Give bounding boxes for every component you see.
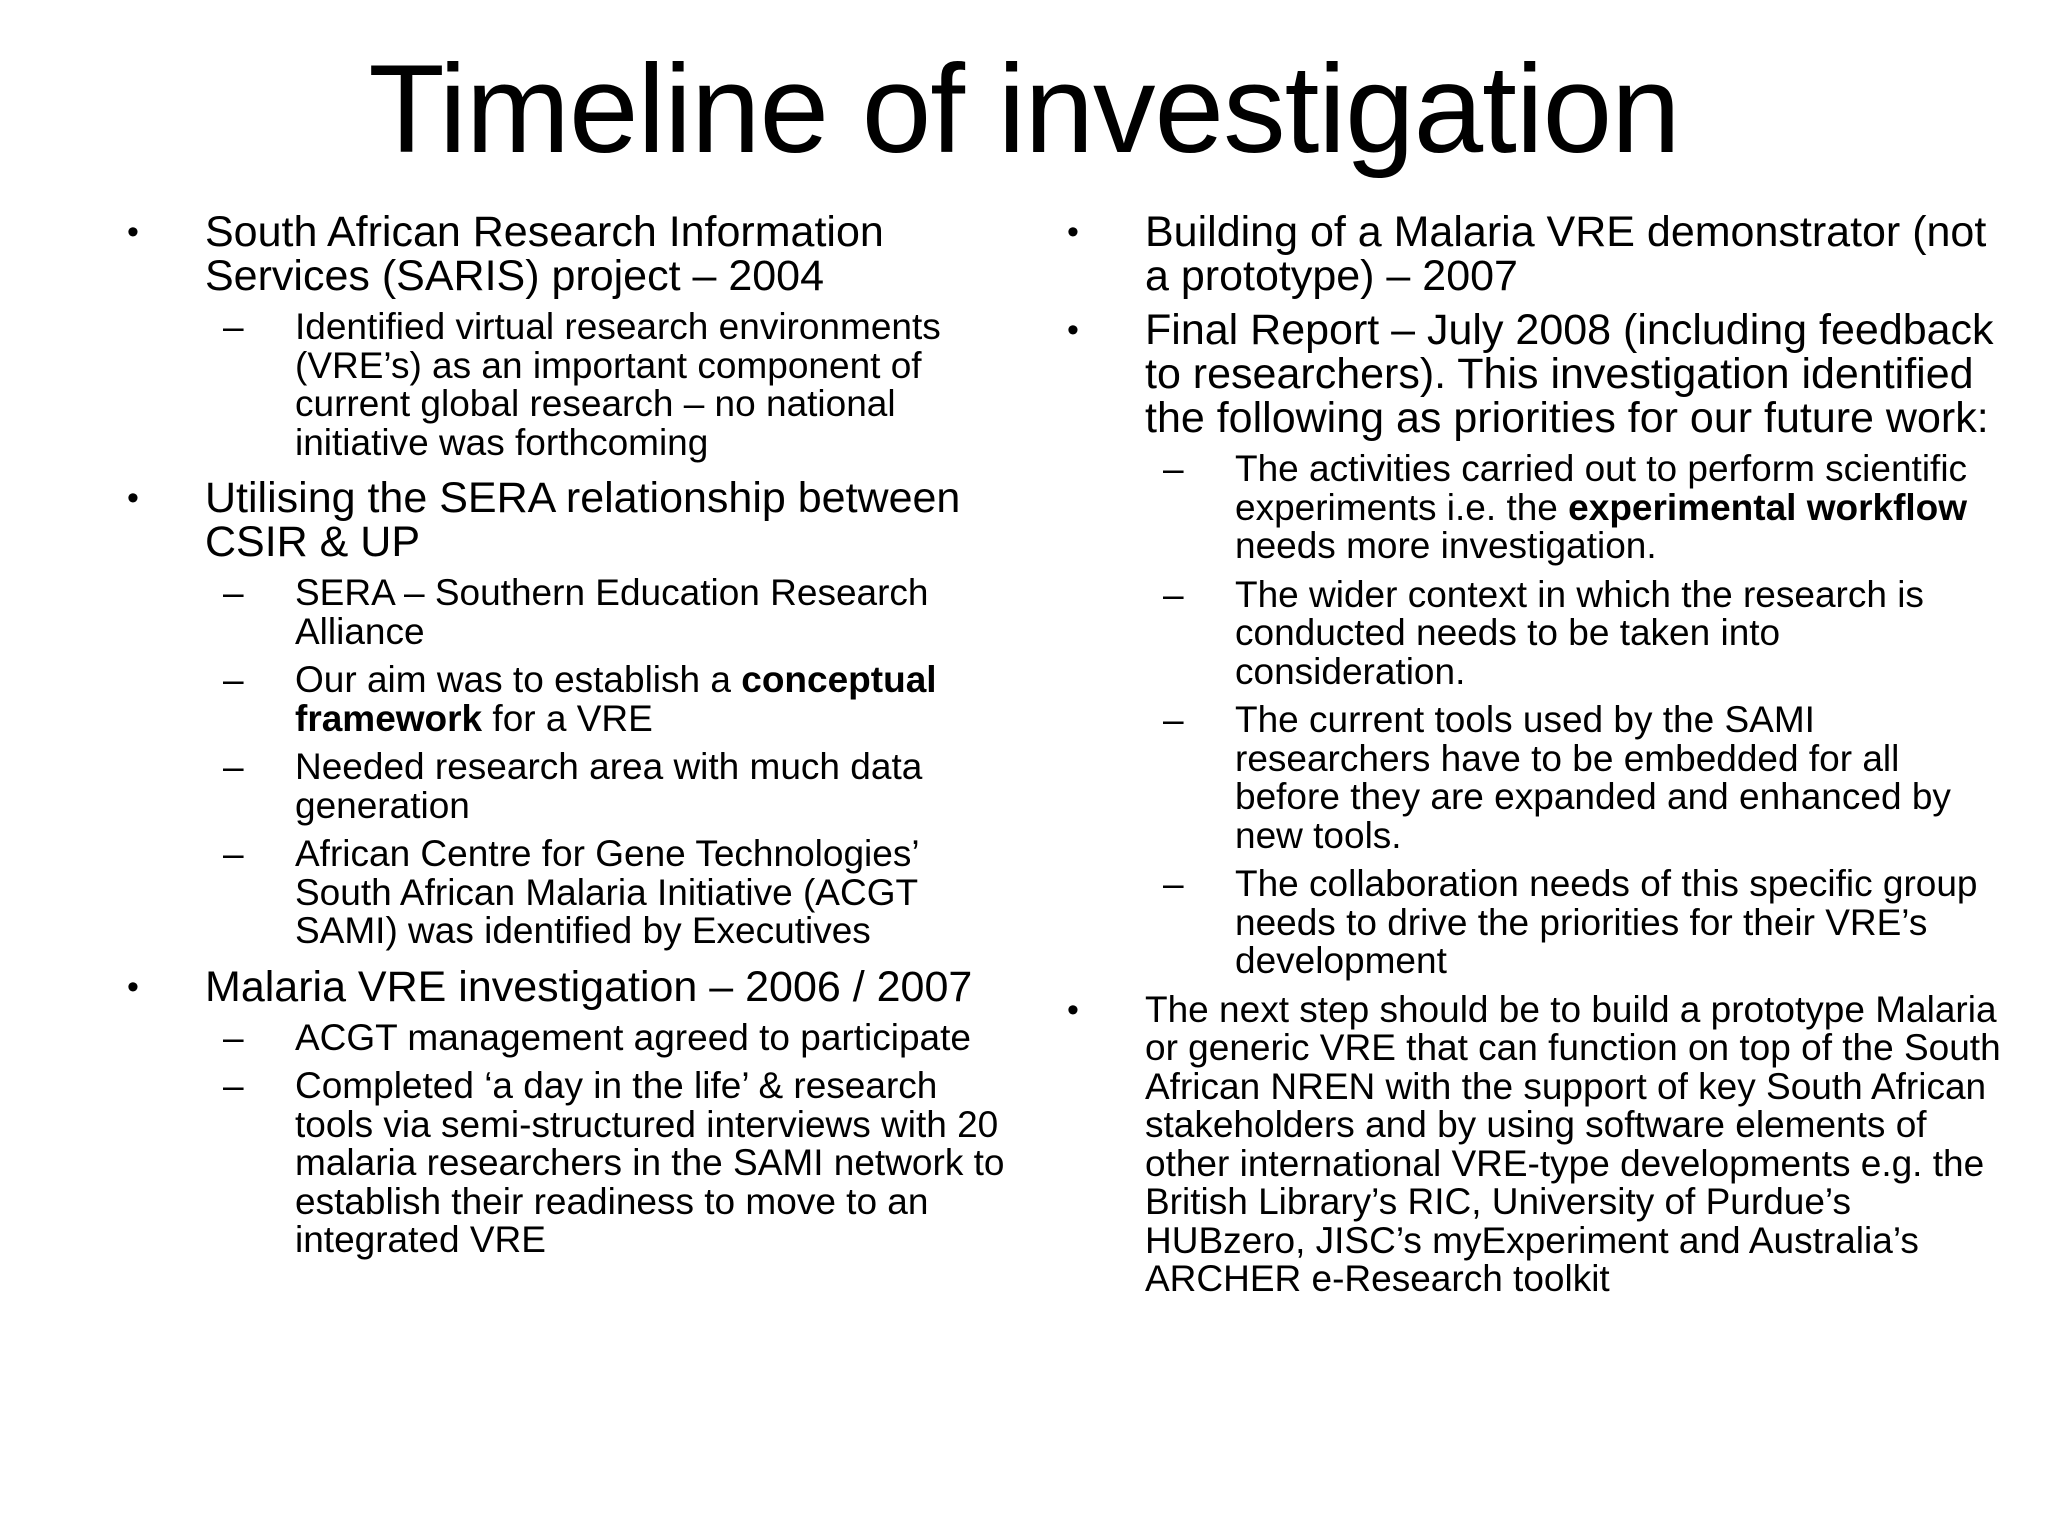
sub-bullet bbox=[125, 574, 1025, 651]
sub-bullet-text-pre: Our aim was to establish a bbox=[295, 659, 742, 700]
sub-bullet bbox=[1065, 701, 2005, 855]
sub-bullet-text: Needed research area with much data generation bbox=[295, 746, 923, 826]
dash-marker: – bbox=[223, 1016, 244, 1058]
emphasis-conceptual-framework: conceptual framework bbox=[295, 659, 937, 739]
bullet-next-step bbox=[1065, 988, 2005, 1299]
bullet-text: Utilising the SERA relationship between CSIR & UP bbox=[205, 474, 961, 566]
bullet-marker: • bbox=[127, 213, 139, 251]
sub-bullet bbox=[125, 661, 1025, 738]
sub-bullet bbox=[125, 748, 1025, 825]
bullet-text: The next step should be to build a prototype Malaria or generic VRE that can function on top of the South African NREN with the support of key South African stakeholders and by using software elements of other international VRE-type developments e.g. the British Library’s RIC, University of Purdue’s HUBzero, JISC’s myExperiment and Australia’s ARCHER e-Research toolkit bbox=[1145, 988, 2001, 1299]
bullet-marker: • bbox=[1067, 990, 1079, 1029]
sub-bullet-text: Completed ‘a day in the life’ & research tools via semi-structured interviews with 20 malaria researchers in the SAMI network to establish their readiness to move to an integrated VRE bbox=[295, 1065, 1005, 1260]
sub-bullet-text: The wider context in which the research is conducted needs to be taken into consideration. bbox=[1235, 573, 1924, 692]
sub-bullet-text-pre: The activities carried out to perform scientific experiments i.e. the bbox=[1235, 448, 1968, 528]
dash-marker: – bbox=[1163, 699, 1184, 740]
bullet-sera bbox=[125, 476, 1025, 564]
dash-marker: – bbox=[1163, 863, 1184, 904]
bullet-text: Final Report – July 2008 (including feedback to researchers). This investigation identified the following as priorities for our future work: bbox=[1145, 306, 1994, 442]
dash-marker: – bbox=[223, 1065, 244, 1106]
dash-marker: – bbox=[223, 833, 244, 874]
sub-bullet bbox=[1065, 450, 2005, 566]
left-column bbox=[125, 210, 1025, 1260]
bullet-text: South African Research Information Services (SARIS) project – 2004 bbox=[205, 208, 884, 300]
emphasis-experimental-workflow: experimental workflow bbox=[1568, 486, 1968, 528]
sub-bullet-text-post: needs more investigation. bbox=[1235, 525, 1657, 566]
sub-bullet-text: African Centre for Gene Technologies’ South African Malaria Initiative (ACGT SAMI) was identified by Executives bbox=[295, 833, 919, 951]
sub-bullet-text: ACGT management agreed to participate bbox=[295, 1016, 971, 1058]
sub-bullet-text: SERA – Southern Education Research Alliance bbox=[295, 572, 929, 652]
dash-marker: – bbox=[1163, 448, 1184, 489]
sub-bullet bbox=[125, 1067, 1025, 1260]
bullet-marker: • bbox=[127, 479, 139, 517]
bullet-marker: • bbox=[127, 967, 139, 1006]
bullet-saris bbox=[125, 210, 1025, 298]
right-column bbox=[1065, 210, 2005, 1299]
bullet-marker: • bbox=[1067, 311, 1079, 349]
bullet-text: Malaria VRE investigation – 2006 / 2007 bbox=[205, 962, 973, 1011]
slide-title: Timeline of investigation bbox=[368, 40, 1680, 179]
sub-bullet-text-post: for a VRE bbox=[482, 697, 653, 739]
sub-bullet-text: Identified virtual research environments (VRE’s) as an important component of current global research – no national initiative was forthcoming bbox=[295, 306, 941, 463]
sub-bullet bbox=[125, 835, 1025, 951]
sub-bullet-text: The current tools used by the SAMI researchers have to be embedded for all before they are expanded and enhanced by new tools. bbox=[1235, 699, 1951, 856]
sub-bullet bbox=[1065, 865, 2005, 981]
bullet-demonstrator bbox=[1065, 210, 2005, 298]
bullet-final-report bbox=[1065, 308, 2005, 440]
bullet-text: Building of a Malaria VRE demonstrator (not a prototype) – 2007 bbox=[1145, 208, 1987, 300]
bullet-marker: • bbox=[1067, 213, 1079, 251]
sub-bullet bbox=[125, 308, 1025, 462]
sub-bullet bbox=[125, 1016, 1025, 1058]
dash-marker: – bbox=[223, 572, 244, 613]
dash-marker: – bbox=[223, 306, 244, 347]
dash-marker: – bbox=[223, 746, 244, 787]
sub-bullet-text: The collaboration needs of this specific group needs to drive the priorities for their VRE’s development bbox=[1235, 863, 1978, 981]
sub-bullet bbox=[1065, 573, 2005, 692]
dash-marker: – bbox=[223, 659, 244, 700]
dash-marker: – bbox=[1163, 573, 1184, 615]
bullet-malaria-investigation bbox=[125, 962, 1025, 1011]
